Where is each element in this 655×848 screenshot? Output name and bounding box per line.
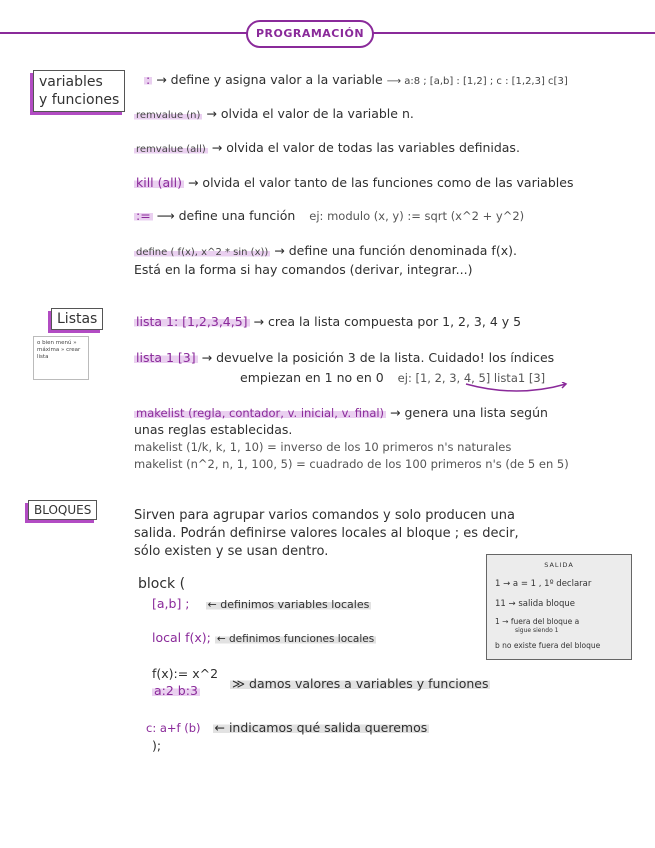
listas-row-index bbox=[134, 350, 554, 365]
row-text: → olvida el valor tanto de las funciones como de las variables bbox=[187, 175, 574, 190]
index-arrow-icon bbox=[462, 382, 572, 396]
code-snippet: [a,b] ; bbox=[152, 596, 190, 611]
variables-row-remvalue-n bbox=[134, 106, 414, 121]
variables-row-remvalue-all bbox=[134, 140, 520, 155]
code-snippet: lista 1 [3] bbox=[136, 350, 196, 365]
section-label-bloques: BLOQUES bbox=[28, 500, 97, 520]
row-text: → define y asigna valor a la variable bbox=[156, 72, 383, 87]
row-text: ⟶ define una función bbox=[156, 208, 296, 223]
listas-note: o bien menú » máxima » crear lista bbox=[33, 336, 89, 380]
section-label-variables bbox=[33, 70, 125, 112]
block-assign-note-line bbox=[230, 676, 490, 691]
code-note: ← definimos funciones locales bbox=[216, 633, 375, 645]
variables-row-kill bbox=[134, 175, 573, 190]
code-snippet: remvalue (all) bbox=[136, 144, 206, 155]
code-snippet: a:2 b:3 bbox=[154, 683, 198, 698]
code-snippet: define ( f(x), x^2 * sin (x)) bbox=[136, 247, 269, 258]
row-text: empiezan en 1 no en 0 bbox=[240, 370, 384, 385]
page-title: PROGRAMACIÓN bbox=[246, 20, 374, 48]
block-vars-line bbox=[152, 596, 371, 611]
variables-row-define bbox=[134, 243, 517, 258]
row-text: → define una función denominada f(x). bbox=[274, 243, 517, 258]
block-local-line bbox=[152, 630, 376, 645]
row-text: unas reglas establecidas. bbox=[134, 422, 293, 437]
code-snippet: : bbox=[146, 72, 151, 87]
salida-row: 11 → salida bloque bbox=[495, 599, 575, 609]
bloques-description-line: sólo existen y se usan dentro. bbox=[134, 544, 329, 559]
row-text: → genera una lista según bbox=[390, 405, 548, 420]
block-output-line bbox=[146, 720, 429, 735]
code-note: ← definimos variables locales bbox=[207, 598, 370, 611]
section-label-line: variables bbox=[39, 74, 103, 90]
code-snippet: lista 1: [1,2,3,4,5] bbox=[136, 314, 248, 329]
variables-row-define-function bbox=[134, 208, 524, 223]
listas-row-create bbox=[134, 314, 521, 329]
row-text: → olvida el valor de la variable n. bbox=[206, 106, 414, 121]
code-snippet: remvalue (n) bbox=[136, 110, 201, 121]
salida-row: sigue siendo 1 bbox=[515, 627, 559, 634]
section-label-listas: Listas bbox=[51, 308, 103, 330]
row-text: → devuelve la posición 3 de la lista. Cuidado! los índices bbox=[201, 350, 555, 365]
row-text: → crea la lista compuesta por 1, 2, 3, 4 y 5 bbox=[253, 314, 522, 329]
salida-row: 1 → fuera del bloque a bbox=[495, 617, 580, 626]
block-assign-line bbox=[152, 683, 200, 698]
salida-row: 1 → a = 1 , 1º declarar bbox=[495, 579, 592, 589]
code-note: ← indicamos qué salida queremos bbox=[214, 720, 428, 735]
code-snippet: := bbox=[136, 208, 151, 223]
row-text: Está en la forma si hay comandos (derivar, integrar...) bbox=[134, 262, 473, 277]
listas-example-square: makelist (n^2, n, 1, 100, 5) = cuadrado de los 100 primeros n's (de 5 en 5) bbox=[134, 457, 569, 471]
listas-example-inverse: makelist (1/k, k, 1, 10) = inverso de los 10 primeros n's naturales bbox=[134, 440, 512, 454]
variables-row-define-note bbox=[134, 262, 472, 277]
row-extra: ej: modulo (x, y) := sqrt (x^2 + y^2) bbox=[309, 209, 525, 223]
block-close: ); bbox=[152, 738, 162, 753]
listas-row-makelist-note bbox=[134, 422, 292, 437]
row-text: → olvida el valor de todas las variables definidas. bbox=[211, 140, 520, 155]
code-snippet: c: a+f (b) bbox=[146, 721, 201, 735]
row-extra: ej: [1, 2, 3, 4, 5] lista1 [3] bbox=[397, 371, 546, 385]
code-snippet: local f(x); bbox=[152, 630, 211, 645]
row-extra: ⟶ a:8 ; [a,b] : [1,2] ; c : [1,2,3] c[3] bbox=[386, 76, 568, 87]
bloques-description-line: salida. Podrán definirse valores locales al bloque ; es decir, bbox=[134, 526, 519, 541]
code-note: ≫ damos valores a variables y funciones bbox=[232, 676, 489, 691]
code-snippet: kill (all) bbox=[136, 175, 182, 190]
salida-row: b no existe fuera del bloque bbox=[495, 641, 601, 650]
salida-box bbox=[486, 554, 632, 660]
variables-row-assign bbox=[144, 72, 568, 87]
salida-title: SALIDA bbox=[544, 561, 574, 569]
section-label-line: y funciones bbox=[39, 92, 120, 108]
bloques-description-line: Sirven para agrupar varios comandos y solo producen una bbox=[134, 508, 515, 523]
listas-row-makelist bbox=[134, 405, 548, 420]
block-fdef: f(x):= x^2 bbox=[152, 666, 219, 681]
block-open: block ( bbox=[138, 576, 186, 592]
code-snippet: makelist (regla, contador, v. inicial, v. final) bbox=[136, 406, 385, 420]
